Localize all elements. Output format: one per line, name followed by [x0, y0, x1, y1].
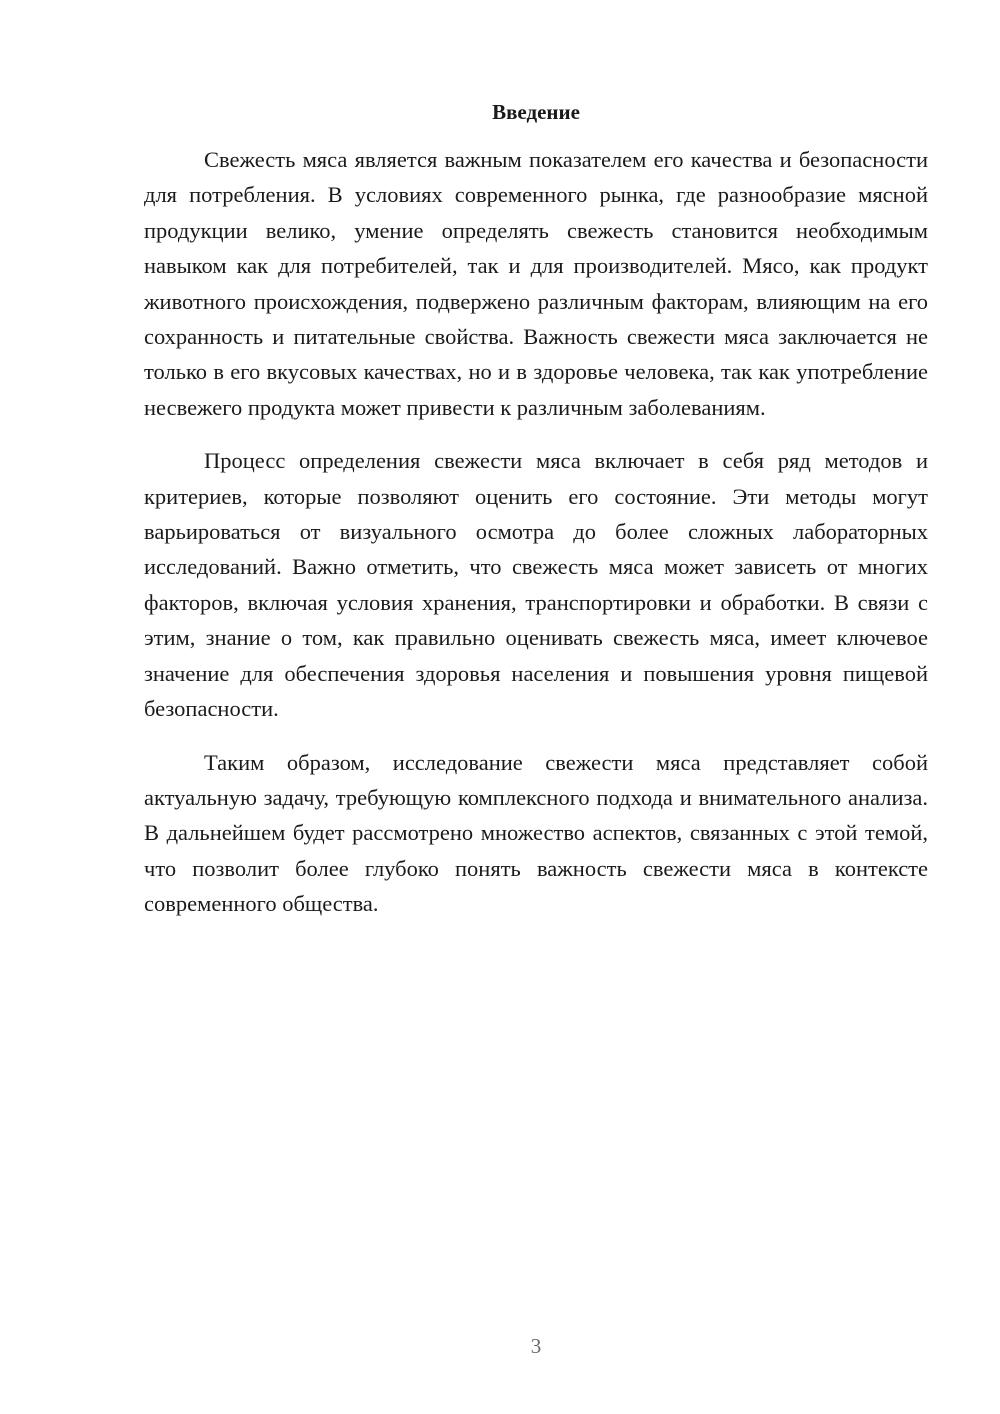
page-number: 3	[530, 1334, 542, 1358]
paragraph-1: Свежесть мяса является важным показателем его качества и безопасности для потребления. В условиях современного рынка, где разнообразие мясной продукции велико, умение определять свежесть становится необходимым навыком как для потребителей, так и для производителей. Мясо, как продукт животного происхождения, подвержено различным факторам, влияющим на его сохранность и питательные свойства. Важность свежести мяса заключается не только в его вкусовых качествах, но и в здоровье человека, так как употребление несвежего продукта может привести к различным заболеваниям.	[144, 147, 928, 420]
section-heading: Введение	[492, 100, 580, 124]
body-text	[144, 142, 928, 940]
paragraph-2: Процесс определения свежести мяса включает в себя ряд методов и критериев, которые позволяют оценить его состояние. Эти методы могут варьироваться от визуального осмотра до более сложных лабораторных исследований. Важно отметить, что свежесть мяса может зависеть от многих факторов, включая условия хранения, транспортировки и обработки. В связи с этим, знание о том, как правильно оценивать свежесть мяса, имеет ключевое значение для обеспечения здоровья населения и повышения уровня пищевой безопасности.	[144, 448, 928, 722]
paragraph-3: Таким образом, исследование свежести мяса представляет собой актуальную задачу, требующую комплексного подхода и внимательного анализа. В дальнейшем будет рассмотрено множество аспектов, связанных с этой темой, что позволит более глубоко понять важность свежести мяса в контексте современного общества.	[144, 749, 928, 917]
